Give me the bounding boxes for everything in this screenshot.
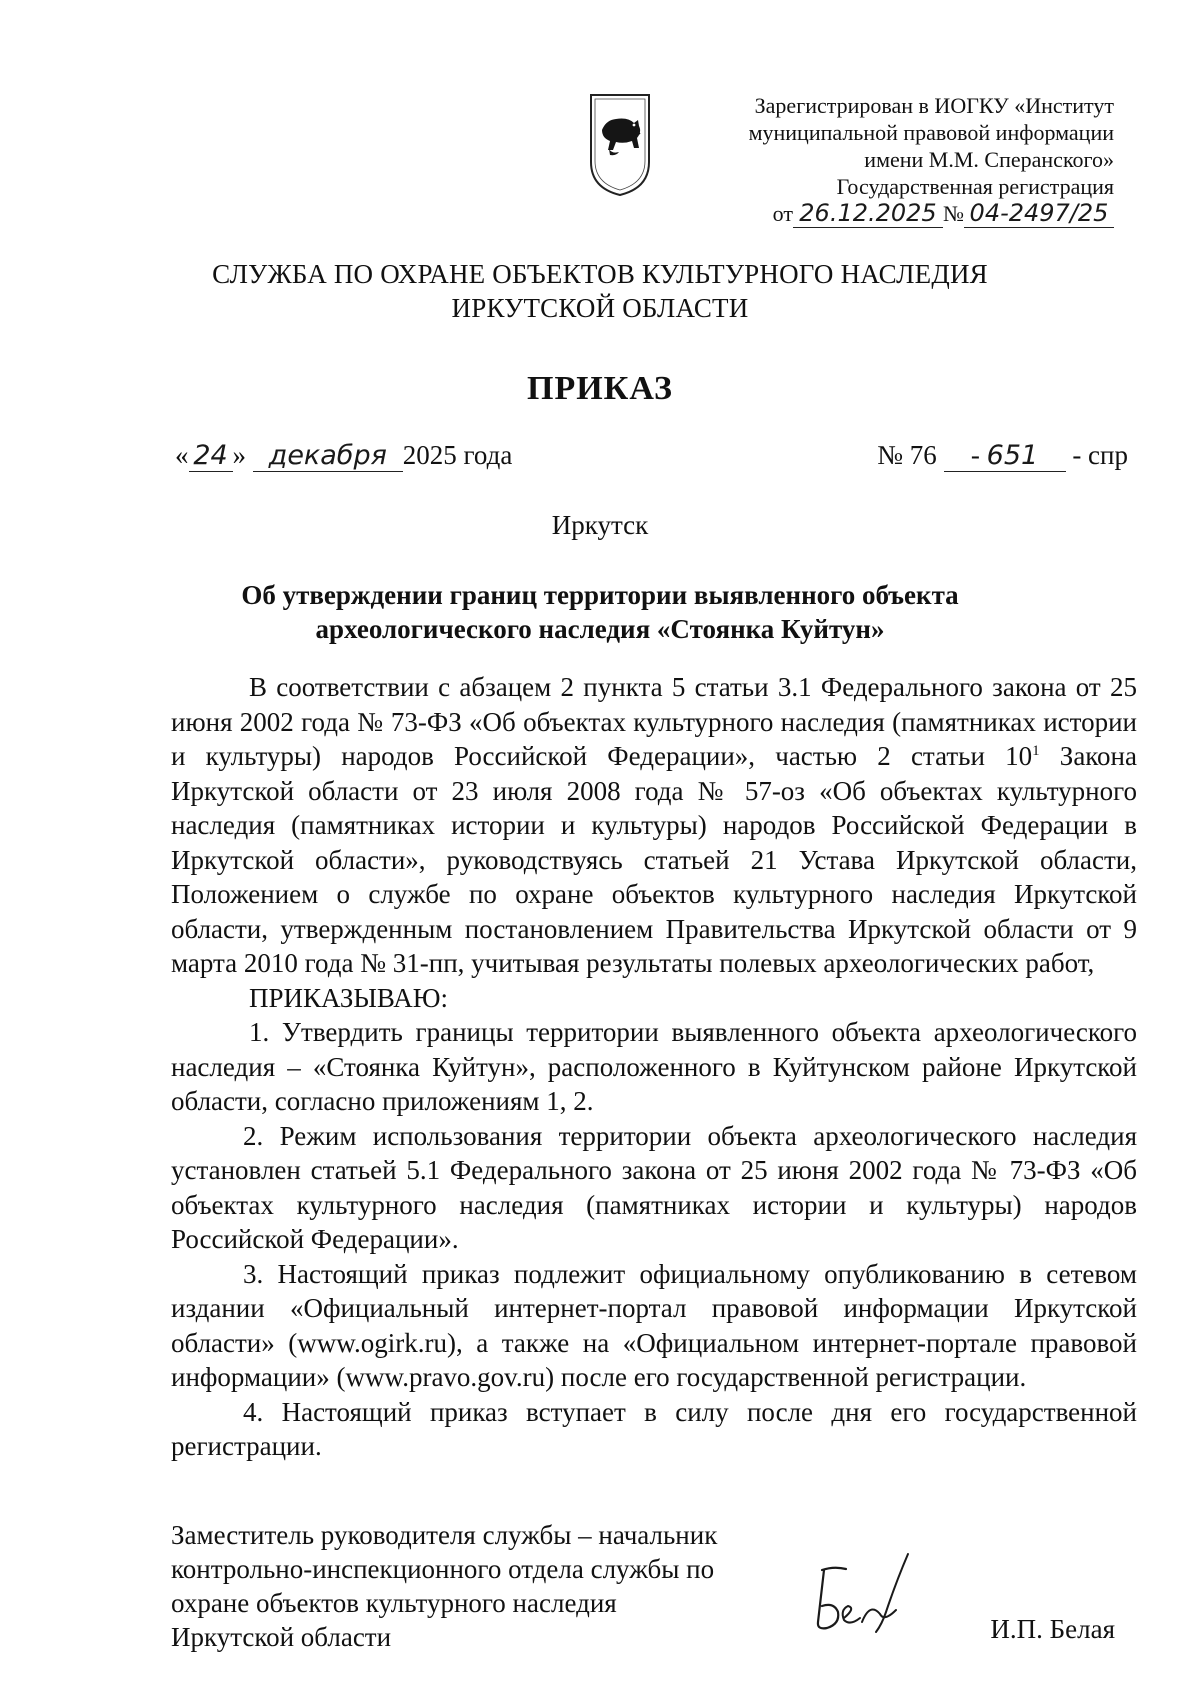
registration-line: имени М.М. Сперанского» <box>864 147 1114 172</box>
registration-date-handwritten: 26.12.2025 <box>793 200 943 228</box>
registration-line: Зарегистрирован в ИОГКУ «Институт <box>754 93 1114 118</box>
registration-number-handwritten: 04-2497/25 <box>964 200 1114 228</box>
signer-position <box>171 1518 811 1654</box>
order-item: 3. Настоящий приказ подлежит официальному опубликованию в сетевом издании «Официальный интернет-портал правовой информации Иркутской области» (www.ogirk.ru), а также на «Официальном интернет-портале правовой информации» (www.pravo.gov.ru) после его государственной регистрации. <box>171 1258 1137 1392</box>
date-month-handwritten: декабря <box>253 440 403 472</box>
article-superscript: 1 <box>1032 743 1040 759</box>
subject-line: археологического наследия «Стоянка Куйтун» <box>315 614 885 644</box>
organization-line: СЛУЖБА ПО ОХРАНЕ ОБЪЕКТОВ КУЛЬТУРНОГО НАСЛЕДИЯ <box>212 259 988 289</box>
signer-line: контрольно-инспекционного отдела службы по <box>171 1554 715 1584</box>
order-number-field <box>944 440 1066 472</box>
registration-line: муниципальной правовой информации <box>748 120 1114 145</box>
irkutsk-coat-of-arms-icon <box>588 92 652 198</box>
order-body <box>171 670 1137 1464</box>
date-open-quote: « <box>175 440 189 470</box>
order-number-suffix: - спр <box>1072 440 1128 470</box>
signer-line: Заместитель руководителя службы – начальник <box>171 1520 718 1550</box>
order-number-dash: - <box>970 440 980 470</box>
order-date <box>175 440 512 472</box>
registration-line: Государственная регистрация <box>836 174 1114 199</box>
order-item: 4. Настоящий приказ вступает в силу после дня его государственной регистрации. <box>171 1396 1137 1461</box>
registration-date-number <box>674 200 1114 228</box>
date-day-handwritten: 24 <box>189 440 233 472</box>
preamble-paragraph <box>171 670 1137 981</box>
registration-stamp <box>674 92 1114 228</box>
signer-line: Иркутской области <box>171 1622 392 1652</box>
command-word: ПРИКАЗЫВАЮ: <box>249 982 448 1013</box>
document-type-title: ПРИКАЗ <box>527 370 673 407</box>
order-number <box>877 440 1128 472</box>
order-subject <box>0 578 1200 646</box>
organization-header <box>0 257 1200 325</box>
preamble-text: Закона Иркутской области от 23 июля 2008 года № 57-оз «Об объектах культурного наследия (памятниках истории и культуры) народов Российской Федерации в Иркутской области», руководствуясь статьей 21 Устава Иркутской области, Положением о службе по охране объектов культурного наследия Иркутской области, утвержденным постановлением Правительства Иркутской области от 9 марта 2010 года № 31-пп, учитывая результаты полевых археологических работ, <box>171 741 1137 978</box>
preamble-text: В соответствии с абзацем 2 пункта 5 статьи 3.1 Федерального закона от 25 июня 2002 года № 73-ФЗ «Об объектах культурного наследия (памятниках истории и культуры) народов Российской Федерации», частью 2 статьи 10 <box>171 672 1137 771</box>
order-item: 1. Утвердить границы территории выявленного объекта археологического наследия – «Стоянка Куйтун», расположенного в Куйтунском районе Иркутской области, согласно приложениям 1, 2. <box>171 1017 1137 1116</box>
registration-from-label: от <box>772 201 793 226</box>
city: Иркутск <box>551 510 649 540</box>
order-number-handwritten: 651 <box>986 440 1039 471</box>
order-item: 2. Режим использования территории объекта археологического наследия установлен статьей 5.1 Федерального закона от 25 июня 2002 года № 73-ФЗ «Об объектах культурного наследия (памятниках истории и культуры) народов Российской Федерации». <box>171 1120 1137 1254</box>
signer-name: И.П. Белая <box>990 1614 1115 1644</box>
subject-line: Об утверждении границ территории выявленного объекта <box>241 580 959 610</box>
date-close-quote: » <box>232 440 246 470</box>
registration-number-label: № <box>943 201 964 226</box>
signer-line: охране объектов культурного наследия <box>171 1588 617 1618</box>
organization-line: ИРКУТСКОЙ ОБЛАСТИ <box>451 293 749 323</box>
order-number-prefix: № 76 <box>877 440 937 470</box>
handwritten-signature <box>800 1552 920 1644</box>
date-year: 2025 года <box>402 440 513 470</box>
